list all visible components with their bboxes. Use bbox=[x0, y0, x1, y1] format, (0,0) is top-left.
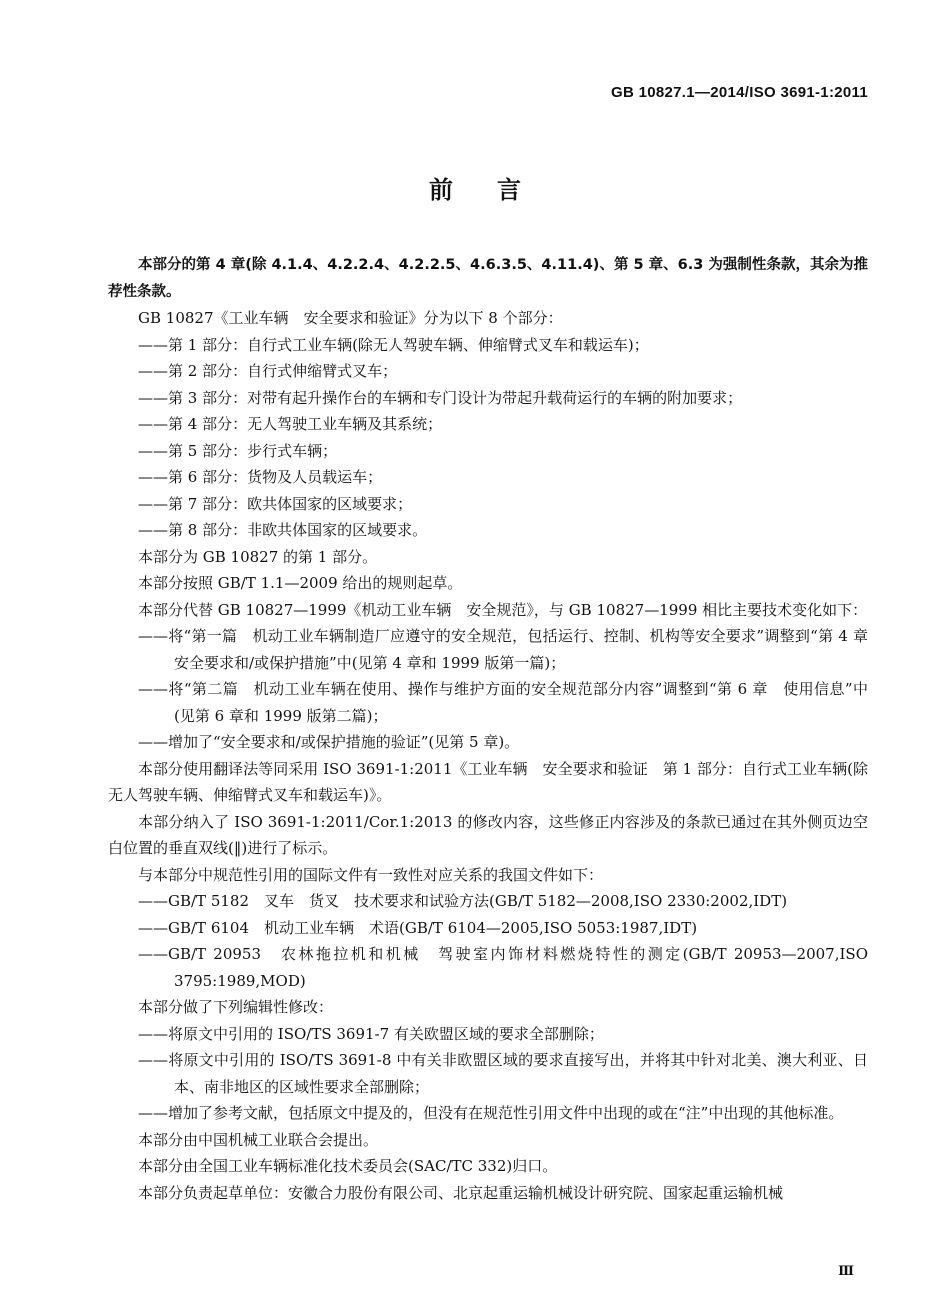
paragraph: 本部分为 GB 10827 的第 1 部分。 bbox=[138, 547, 378, 566]
list-item: ——将原文中引用的 ISO/TS 3691-7 有关欧盟区域的要求全部删除； bbox=[138, 1024, 604, 1043]
list-item: ——GB/T 20953 农林拖拉机和机械 驾驶室内饰材料燃烧特性的测定(GB/T 20953—2007,ISO 3795:1989,MOD) bbox=[138, 945, 868, 990]
list-item: ——第 3 部分：对带有起升操作台的车辆和专门设计为带起升载荷运行的车辆的附加要求； bbox=[138, 388, 743, 407]
list-item: ——将原文中引用的 ISO/TS 3691-8 中有关非欧盟区域的要求直接写出，并将其中针对北美、澳大利亚、日本、南非地区的区域性要求全部删除； bbox=[138, 1051, 868, 1096]
list-item: ——增加了“安全要求和/或保护措施的验证”(见第 5 章)。 bbox=[138, 733, 520, 751]
list-item: ——GB/T 5182 叉车 货叉 技术要求和试验方法(GB/T 5182—2008,ISO 2330:2002,IDT) bbox=[138, 892, 788, 910]
paragraph: 本部分按照 GB/T 1.1—2009 给出的规则起草。 bbox=[138, 574, 463, 592]
list-item: ——第 2 部分：自行式伸缩臂式叉车； bbox=[138, 362, 398, 380]
paragraph: 本部分代替 GB 10827—1999《机动工业车辆 安全规范》，与 GB 10827—1999 相比主要技术变化如下： bbox=[138, 600, 868, 619]
list-item: ——第 4 部分：无人驾驶工业车辆及其系统； bbox=[138, 415, 443, 433]
paragraph: 本部分纳入了 ISO 3691-1:2011/Cor.1:2013 的修改内容，这些修正内容涉及的条款已通过在其外侧页边空白位置的垂直双线(‖)进行了标示。 bbox=[108, 812, 868, 857]
page-title: 前言 bbox=[429, 176, 565, 204]
list-item: ——将“第二篇 机动工业车辆在使用、操作与维护方面的安全规范部分内容”调整到“第 6 章 使用信息”中(见第 6 章和 1999 版第二篇)； bbox=[138, 680, 868, 725]
paragraph: 本部分使用翻译法等同采用 ISO 3691-1:2011《工业车辆 安全要求和验证 第 1 部分：自行式工业车辆(除无人驾驶车辆、伸缩臂式叉车和载运车)》。 bbox=[108, 759, 868, 804]
paragraph: GB 10827《工业车辆 安全要求和验证》分为以下 8 个部分： bbox=[138, 309, 563, 327]
paragraph: 本部分由全国工业车辆标准化技术委员会(SAC/TC 332)归口。 bbox=[138, 1157, 558, 1175]
paragraph: 本部分做了下列编辑性修改： bbox=[138, 998, 334, 1016]
list-item: ——第 6 部分：货物及人员载运车； bbox=[138, 468, 383, 486]
paragraph: 本部分负责起草单位：安徽合力股份有限公司、北京起重运输机械设计研究院、国家起重运输机械 bbox=[138, 1183, 784, 1202]
list-item: ——第 1 部分：自行式工业车辆(除无人驾驶车辆、伸缩臂式叉车和载运车)； bbox=[138, 335, 649, 354]
list-item: ——第 8 部分：非欧共体国家的区域要求。 bbox=[138, 521, 428, 539]
list-item: ——GB/T 6104 机动工业车辆 术语(GB/T 6104—2005,ISO 5053:1987,IDT) bbox=[138, 918, 698, 937]
standard-number-header: GB 10827.1—2014/ISO 3691-1:2011 bbox=[611, 84, 868, 101]
list-item: ——增加了参考文献，包括原文中提及的，但没有在规范性引用文件中出现的或在“注”中出现的其他标准。 bbox=[138, 1104, 844, 1122]
paragraph: 与本部分中规范性引用的国际文件有一致性对应关系的我国文件如下： bbox=[138, 865, 604, 884]
list-item: ——将“第一篇 机动工业车辆制造厂应遵守的安全规范，包括运行、控制、机构等安全要求”调整到“第 4 章 安全要求和/或保护措施”中(见第 4 章和 1999 版第一篇)； bbox=[138, 627, 884, 672]
page-number: Ⅲ bbox=[838, 1264, 854, 1279]
list-item: ——第 7 部分：欧共体国家的区域要求； bbox=[138, 494, 413, 513]
paragraph: 本部分的第 4 章(除 4.1.4、4.2.2.4、4.2.2.5、4.6.3.5、4.11.4)、第 5 章、6.3 为强制性条款，其余为推荐性条款。 bbox=[108, 257, 868, 300]
paragraph: 本部分由中国机械工业联合会提出。 bbox=[138, 1130, 379, 1149]
document-body bbox=[108, 252, 884, 1206]
list-item: ——第 5 部分：步行式车辆； bbox=[138, 441, 338, 460]
